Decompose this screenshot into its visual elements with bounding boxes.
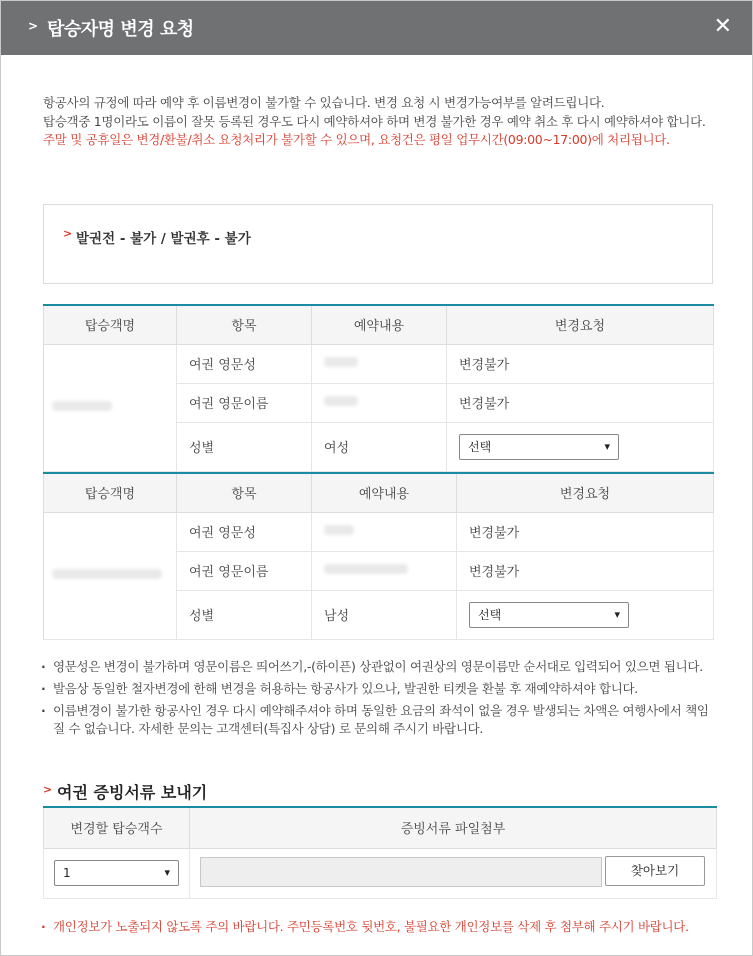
header-passenger-name: 탑승객명 xyxy=(44,305,177,344)
chevron-right-icon: > xyxy=(28,19,39,33)
note-item: · 영문성은 변경이 불가하며 영문이름은 띄어쓰기,-(하이픈) 상관없이 여권상의 영문이름만 순서대로 입력되어 있으면 됩니다. xyxy=(41,658,716,676)
reservation-value-redacted xyxy=(312,512,457,551)
note-item: · 이름변경이 불가한 항공사인 경우 다시 예약해주셔야 하며 동일한 요금의 좌석이 없을 경우 발생되는 차액은 여행사에서 책임질 수 없습니다. 자세한 문의는 고객센터(특집사 상담) 로 문의해 주시기 바랍니다. xyxy=(41,702,716,738)
header-change-request: 변경요청 xyxy=(447,305,714,344)
notes-list xyxy=(41,658,716,742)
browse-button[interactable]: 찾아보기 xyxy=(605,856,705,886)
file-path-input[interactable] xyxy=(200,857,602,887)
privacy-note: · 개인정보가 노출되지 않도록 주의 바랍니다. 주민등록번호 뒷번호, 불필요한 개인정보를 삭제 후 첨부해 주시기 바랍니다. xyxy=(41,917,716,936)
row-item: 성별 xyxy=(177,590,312,639)
ticket-status-box xyxy=(43,204,713,284)
header-reservation: 예약내용 xyxy=(312,473,457,512)
count-cell xyxy=(44,848,190,898)
header-reservation: 예약내용 xyxy=(312,305,447,344)
reservation-value-redacted xyxy=(312,551,457,590)
change-status: 변경불가 xyxy=(457,512,714,551)
header-passenger-count: 변경할 탑승객수 xyxy=(44,807,190,848)
file-cell xyxy=(190,848,717,898)
header-change-request: 변경요청 xyxy=(457,473,714,512)
row-item: 여권 영문이름 xyxy=(177,383,312,422)
chevron-down-icon: ▾ xyxy=(604,439,610,453)
gender-select-cell xyxy=(447,422,714,471)
section-title: 여권 증빙서류 보내기 xyxy=(57,783,208,802)
gender-select[interactable]: 선택 ▾ xyxy=(469,602,629,628)
change-status: 변경불가 xyxy=(447,344,714,383)
chevron-down-icon: ▾ xyxy=(614,607,620,621)
passenger-name-redacted xyxy=(44,512,177,639)
passenger-table-1 xyxy=(43,304,714,472)
intro-line-2: 탑승객중 1명이라도 이름이 잘못 등록된 경우도 다시 예약하셔야 하며 변경 불가한 경우 예약 취소 후 다시 예약하셔야 합니다. xyxy=(43,113,706,129)
passport-upload-table xyxy=(43,806,717,899)
close-icon[interactable]: ✕ xyxy=(713,14,732,39)
row-item: 여권 영문성 xyxy=(177,344,312,383)
chevron-down-icon: ▾ xyxy=(164,866,170,879)
privacy-footnote xyxy=(41,917,716,936)
row-item: 성별 xyxy=(177,422,312,471)
reservation-gender: 남성 xyxy=(312,590,457,639)
dialog-title: 탑승자명 변경 요청 xyxy=(47,19,194,40)
header-item: 항목 xyxy=(177,305,312,344)
header-file-attach: 증빙서류 파일첨부 xyxy=(190,807,717,848)
gender-select-cell xyxy=(457,590,714,639)
chevron-right-icon: > xyxy=(43,783,53,796)
change-status: 변경불가 xyxy=(457,551,714,590)
title-bar xyxy=(1,1,753,55)
reservation-value-redacted xyxy=(312,383,447,422)
chevron-right-icon: > xyxy=(63,227,73,240)
header-passenger-name: 탑승객명 xyxy=(44,473,177,512)
change-status: 변경불가 xyxy=(447,383,714,422)
passenger-table-2 xyxy=(43,472,714,640)
intro-text xyxy=(43,94,715,150)
row-item: 여권 영문성 xyxy=(177,512,312,551)
intro-line-1: 항공사의 규정에 따라 예약 후 이름변경이 불가할 수 있습니다. 변경 요청 시 변경가능여부를 알려드립니다. xyxy=(43,95,605,110)
note-item: · 발음상 동일한 철자변경에 한해 변경을 허용하는 항공사가 있으나, 발권한 티켓을 환불 후 재예약하셔야 합니다. xyxy=(41,680,716,698)
reservation-value-redacted xyxy=(312,344,447,383)
row-item: 여권 영문이름 xyxy=(177,551,312,590)
intro-notice: 주말 및 공휴일은 변경/환불/취소 요청처리가 불가할 수 있으며, 요청건은 평일 업무시간(09:00~17:00)에 처리됩니다. xyxy=(43,132,670,147)
header-item: 항목 xyxy=(177,473,312,512)
reservation-gender: 여성 xyxy=(312,422,447,471)
passenger-count-select[interactable]: 1 ▾ xyxy=(54,860,179,886)
gender-select[interactable]: 선택 ▾ xyxy=(459,434,619,460)
passenger-name-redacted xyxy=(44,344,177,471)
ticket-status: 발권전 - 불가 / 발권후 - 불가 xyxy=(76,231,251,247)
